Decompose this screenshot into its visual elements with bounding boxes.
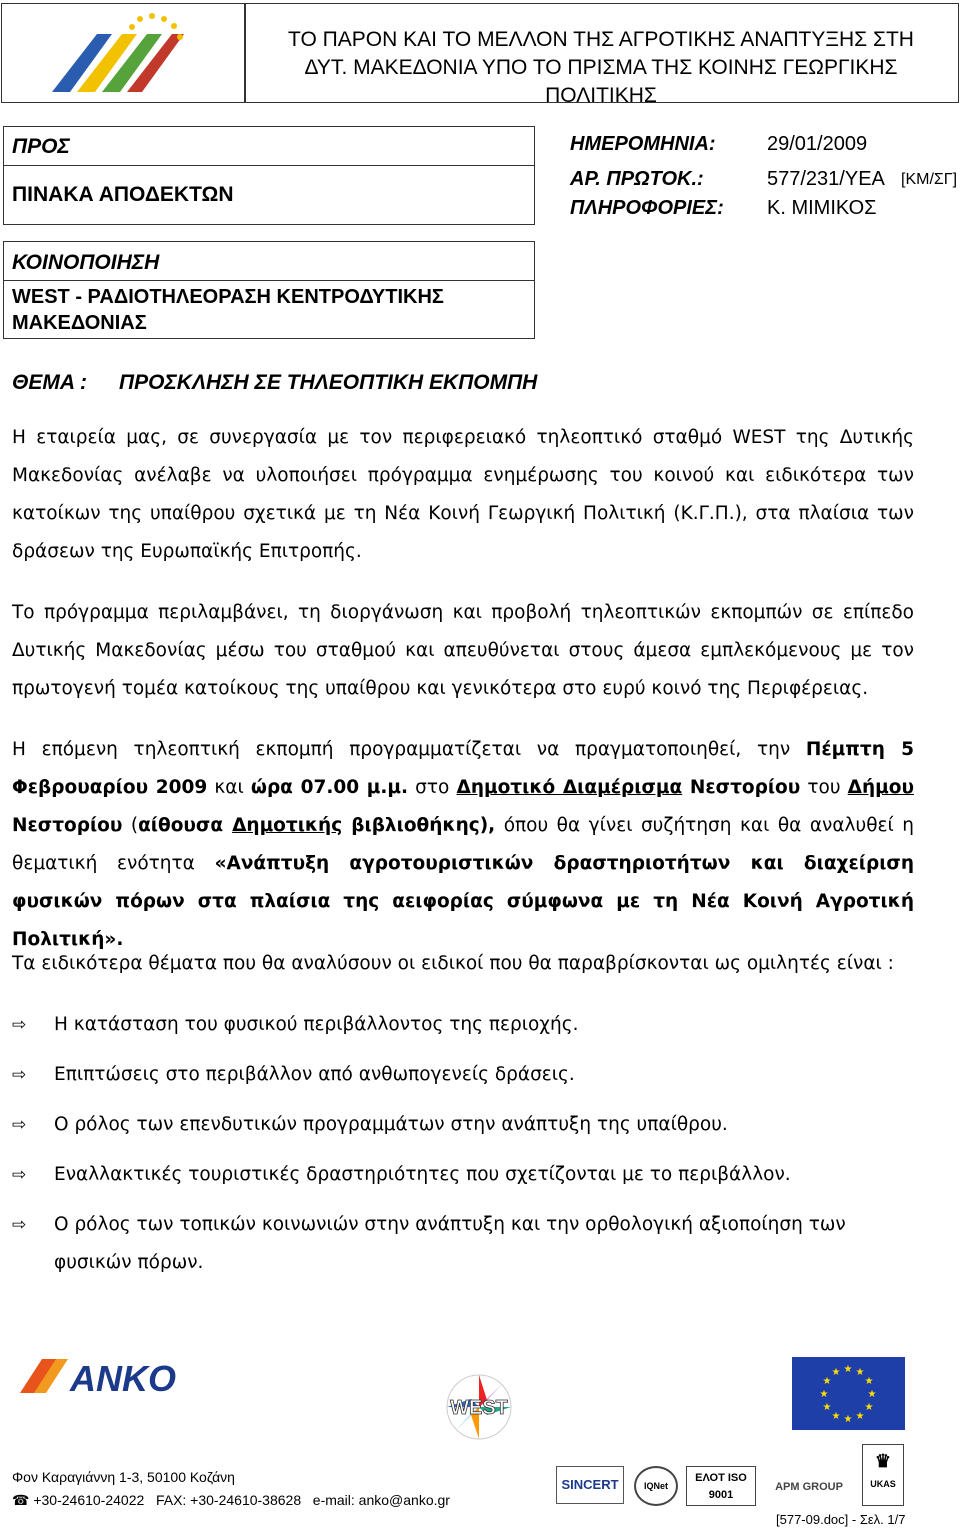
paragraph-3: Η επόμενη τηλεοπτική εκπομπή προγραμματίζεται να πραγματοποιηθεί, την Πέμπτη 5 Φεβρουαρίου 2009 και ώρα 07.00 μ.μ. στο Δημοτικό Διαμέρισμα Νεστορίου του Δήμου Νεστορίου (αίθουσα Δημοτικής βιβλιοθήκης), όπου θα γίνει συζήτηση και θα αναλυθεί η θεματική ενότητα «Ανάπτυξη αγροτουριστικών δραστηριοτήτων και διαχείριση φυσικών πόρων στα πλαίσια της αειφορίας σύμφωνα με τη Νέα Κοινή Αγροτική Πολιτική». — [12, 739, 914, 950]
arrow-bullet-icon: ⇨ — [12, 1115, 27, 1135]
subject-value: ΠΡΟΣΚΛΗΣΗ ΣΕ ΤΗΛΕΟΠΤΙΚΗ ΕΚΠΟΜΠΗ — [119, 371, 538, 394]
svg-text:★: ★ — [864, 1376, 874, 1387]
cc-label: ΚΟΙΝΟΠΟΙΗΣΗ — [12, 251, 160, 274]
cc-value-line2: ΜΑΚΕΔΟΝΙΑΣ — [12, 312, 147, 334]
ref-label: ΑΡ. ΠΡΩΤΟΚ.: — [570, 168, 704, 190]
west-logo — [440, 1372, 518, 1442]
date-value: 29/01/2009 — [767, 133, 868, 155]
info-value: Κ. ΜΙΜΙΚΟΣ — [767, 197, 877, 219]
footer-contact: ☎ +30-24610-24022 FAX: +30-24610-38628 e-mail: anko@anko.gr — [12, 1492, 450, 1508]
header-title-line1: ΤΟ ΠΑΡΟΝ ΚΑΙ ΤΟ ΜΕΛΛΟΝ ΤΗΣ ΑΓΡΟΤΙΚΗΣ ΑΝΑΠΤΥΞΗΣ ΣΤΗ — [288, 28, 914, 51]
svg-text:★: ★ — [843, 1364, 853, 1375]
svg-text:★: ★ — [831, 1367, 841, 1378]
west-logo-text: WEST — [450, 1397, 508, 1419]
paragraph-4: Τα ειδικότερα θέματα που θα αναλύσουν οι ειδικοί που θα παραβρίσκονται ως ομιλητές είναι : — [12, 953, 894, 974]
svg-text:★: ★ — [831, 1411, 841, 1422]
svg-text:★: ★ — [819, 1389, 829, 1400]
arrow-bullet-icon: ⇨ — [12, 1165, 27, 1185]
iqnet-logo: IQNet — [634, 1466, 678, 1506]
info-label: ΠΛΗΡΟΦΟΡΙΕΣ: — [570, 197, 724, 219]
page-reference: [577-09.doc] - Σελ. 1/7 — [776, 1512, 906, 1527]
svg-text:★: ★ — [822, 1402, 832, 1413]
sincert-logo: SINCERT — [556, 1466, 624, 1504]
arrow-bullet-icon: ⇨ — [12, 1215, 27, 1235]
svg-text:★: ★ — [867, 1389, 877, 1400]
header-title-box — [245, 3, 959, 107]
cc-box — [3, 241, 535, 339]
recipient-value: ΠΙΝΑΚΑ ΑΠΟΔΕΚΤΩΝ — [12, 183, 234, 206]
header-logo-box — [1, 3, 245, 103]
elot-logo: ΕΛΟΤ ISO 9001 — [686, 1466, 756, 1506]
recipient-box — [3, 126, 535, 225]
eu-flag-icon — [792, 1357, 905, 1430]
svg-text:★: ★ — [843, 1414, 853, 1425]
subject-label: ΘΕΜΑ : — [12, 371, 88, 394]
header-title-line2: ΔΥΤ. ΜΑΚΕΔΟΝΙΑ ΥΠΟ ΤΟ ΠΡΙΣΜΑ ΤΗΣ ΚΟΙΝΗΣ ΓΕΩΡΓΙΚΗΣ ΠΟΛΙΤΙΚΗΣ — [304, 56, 898, 107]
svg-text:★: ★ — [864, 1402, 874, 1413]
ref-suffix: [ΚΜ/ΣΓ] — [901, 171, 958, 188]
footer-address: Φον Καραγιάννη 1-3, 50100 Κοζάνη — [12, 1469, 235, 1485]
anko-logo — [20, 1355, 200, 1397]
date-label: ΗΜΕΡΟΜΗΝΙΑ: — [570, 133, 716, 155]
apm-group-logo: APM GROUP — [775, 1481, 843, 1493]
svg-text:★: ★ — [855, 1367, 865, 1378]
crown-icon: ♛ — [874, 1451, 892, 1471]
anko-logo-text: ANKO — [70, 1358, 176, 1397]
arrow-bullet-icon: ⇨ — [12, 1015, 27, 1035]
phone-icon: ☎ — [12, 1492, 30, 1508]
recipient-label: ΠΡΟΣ — [12, 135, 70, 158]
svg-text:★: ★ — [822, 1376, 832, 1387]
svg-text:★: ★ — [855, 1411, 865, 1422]
ukas-logo: ♛ UKAS — [862, 1444, 904, 1506]
paragraph-2: Το πρόγραμμα περιλαμβάνει, τη διοργάνωση και προβολή τηλεοπτικών εκπομπών σε επίπεδο Δυτικής Μακεδονίας μέσω του σταθμού και απευθύνεται στους άμεσα εμπλεκόμενους με τον πρωτογενή τομέα κατοίκους της υπαίθρου και γενικότερα στο ευρύ κοινό της Περιφέρειας. — [12, 602, 914, 699]
project-logo — [2, 4, 242, 100]
paragraph-1: Η εταιρεία μας, σε συνεργασία με τον περιφερειακό τηλεοπτικό σταθμό WEST της Δυτικής Μακεδονίας ανέλαβε να υλοποιήσει πρόγραμμα ενημέρωσης του κοινού και ειδικότερα των κατοίκων της υπαίθρου σχετικά με τη Νέα Κοινή Γεωργική Πολιτική (Κ.Γ.Π.), στα πλαίσια των δράσεων της Ευρωπαϊκής Επιτροπής. — [12, 427, 914, 562]
arrow-bullet-icon: ⇨ — [12, 1065, 27, 1085]
cc-value-line1: WEST - ΡΑΔΙΟΤΗΛΕΟΡΑΣΗ ΚΕΝΤΡΟΔΥΤΙΚΗΣ — [12, 286, 444, 308]
ref-value: 577/231/ΥΕΑ — [767, 168, 885, 190]
